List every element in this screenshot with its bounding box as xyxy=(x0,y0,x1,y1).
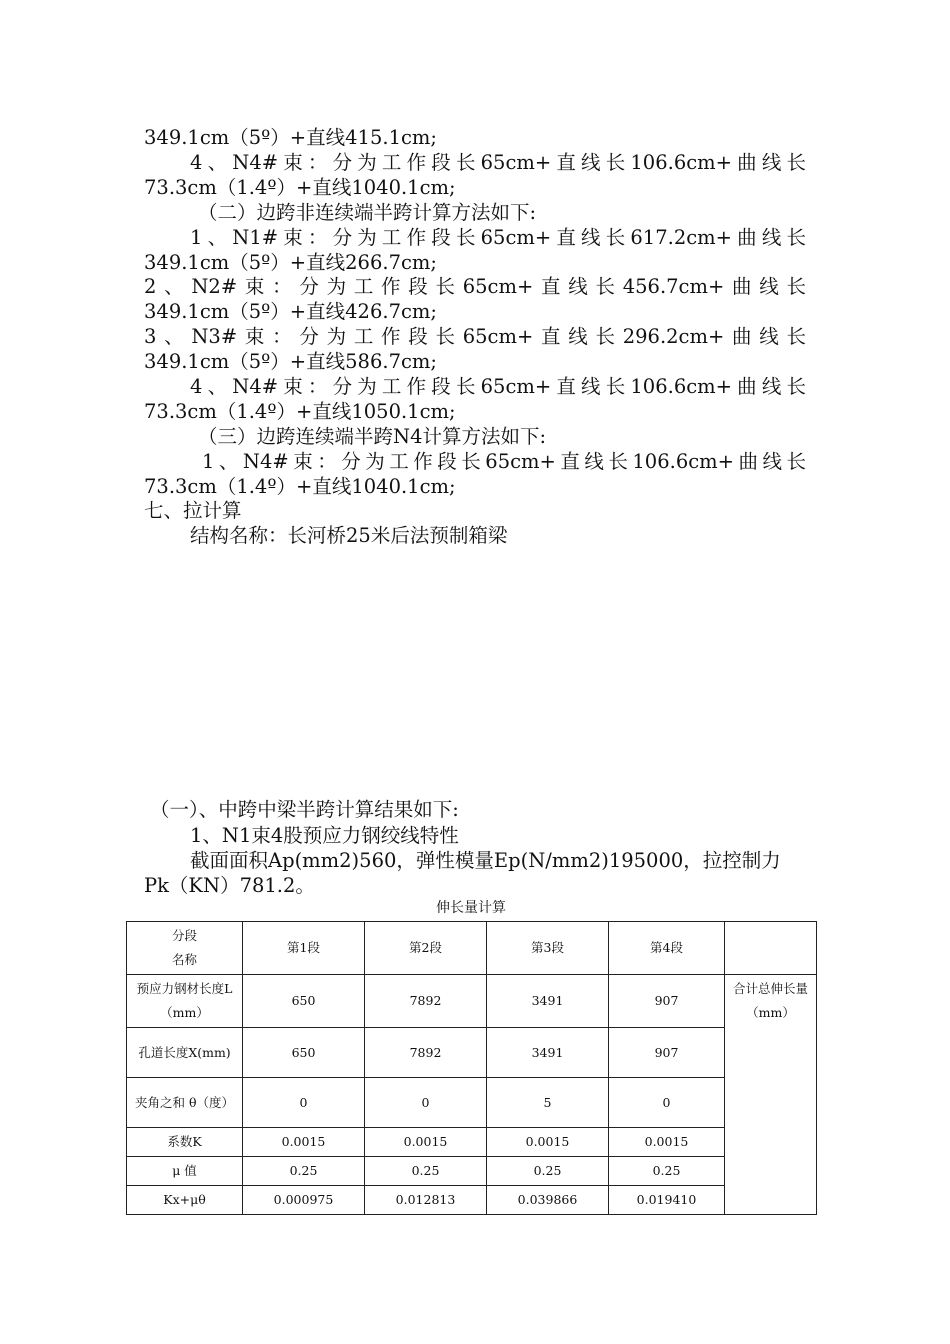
table-cell: 0.25 xyxy=(487,1157,609,1186)
table-cell: 0 xyxy=(243,1078,365,1128)
table-cell: 0.019410 xyxy=(609,1186,725,1215)
section-heading: （一）、中跨中梁半跨计算结果如下: xyxy=(150,798,459,821)
section-heading: （三）边跨连续端半跨N4计算方法如下: xyxy=(198,425,547,448)
text-line: 1、N1束4股预应力钢绞线特性 xyxy=(190,824,459,847)
table-cell: 0.0015 xyxy=(365,1128,487,1157)
table-cell: 5 xyxy=(487,1078,609,1128)
text-line: 1、N4#束：分为工作段长65cm+直线长106.6cm+曲线长 xyxy=(202,450,806,473)
text-line: 73.3cm（1.4º）+直线1040.1cm; xyxy=(144,475,456,498)
table-cell: 0.000975 xyxy=(243,1186,365,1215)
table-cell: 650 xyxy=(243,1028,365,1078)
elongation-table xyxy=(126,921,817,1215)
section-heading: 七、拉计算 xyxy=(144,499,242,522)
text-line: 349.1cm（5º）+直线426.7cm; xyxy=(144,300,437,323)
table-title: 伸长量计算 xyxy=(436,900,506,916)
total-elongation-cell: 合计总伸长量（mm） xyxy=(725,975,817,1215)
table-row xyxy=(127,1157,817,1186)
text-line: Pk（KN）781.2。 xyxy=(144,874,315,897)
table-cell: 907 xyxy=(609,1028,725,1078)
table-cell: 0 xyxy=(609,1078,725,1128)
header-label: 名称 xyxy=(171,952,197,967)
text-line: 73.3cm（1.4º）+直线1040.1cm; xyxy=(144,176,456,199)
table-header-row xyxy=(127,922,817,975)
header-cell: 第3段 xyxy=(487,922,609,975)
table-cell: 7892 xyxy=(365,975,487,1028)
header-cell: 第4段 xyxy=(609,922,725,975)
text-line: 349.1cm（5º）+直线415.1cm; xyxy=(144,126,437,149)
table-row xyxy=(127,975,817,1028)
table-row xyxy=(127,1028,817,1078)
text-line: 3、N3#束：分为工作段长65cm+直线长296.2cm+曲线长 xyxy=(144,325,806,348)
table-cell: 3491 xyxy=(487,975,609,1028)
structure-name: 结构名称：长河桥25米后法预制箱梁 xyxy=(190,524,508,547)
row-label: 系数K xyxy=(127,1128,243,1157)
table-cell: 0.25 xyxy=(243,1157,365,1186)
table-cell: 0.25 xyxy=(609,1157,725,1186)
table-cell: 0.0015 xyxy=(487,1128,609,1157)
table-cell: 0.0015 xyxy=(243,1128,365,1157)
text-line: 1、N1#束：分为工作段长65cm+直线长617.2cm+曲线长 xyxy=(190,226,806,249)
table-cell: 7892 xyxy=(365,1028,487,1078)
table-row xyxy=(127,1078,817,1128)
row-label: Kx+μθ xyxy=(127,1186,243,1215)
text-line: 4、N4#束：分为工作段长65cm+直线长106.6cm+曲线长 xyxy=(190,375,806,398)
text-line: 截面面积Ap(mm2)560，弹性模量Ep(N/mm2)195000，拉控制力 xyxy=(190,849,781,872)
table-cell: 907 xyxy=(609,975,725,1028)
row-label: 预应力钢材长度L（mm） xyxy=(127,975,243,1028)
table-cell: 0.012813 xyxy=(365,1186,487,1215)
text-line: 73.3cm（1.4º）+直线1050.1cm; xyxy=(144,400,456,423)
table-cell: 0.0015 xyxy=(609,1128,725,1157)
text-line: 4、N4#束：分为工作段长65cm+直线长106.6cm+曲线长 xyxy=(190,151,806,174)
table-cell: 0.25 xyxy=(365,1157,487,1186)
row-label: μ 值 xyxy=(127,1157,243,1186)
text-line: 2、N2#束：分为工作段长65cm+直线长456.7cm+曲线长 xyxy=(144,275,806,298)
header-cell: 第2段 xyxy=(365,922,487,975)
row-label: 夹角之和 θ（度） xyxy=(127,1078,243,1128)
text-line: 349.1cm（5º）+直线266.7cm; xyxy=(144,251,437,274)
header-cell xyxy=(725,922,817,975)
table-cell: 0.039866 xyxy=(487,1186,609,1215)
table-cell: 3491 xyxy=(487,1028,609,1078)
table-row xyxy=(127,1128,817,1157)
row-label: 孔道长度X(mm) xyxy=(127,1028,243,1078)
header-label: 分段 xyxy=(171,928,197,943)
section-heading: （二）边跨非连续端半跨计算方法如下: xyxy=(198,201,537,224)
text-line: 349.1cm（5º）+直线586.7cm; xyxy=(144,350,437,373)
header-cell xyxy=(127,922,243,975)
table-row xyxy=(127,1186,817,1215)
table-cell: 650 xyxy=(243,975,365,1028)
table-cell: 0 xyxy=(365,1078,487,1128)
header-cell: 第1段 xyxy=(243,922,365,975)
